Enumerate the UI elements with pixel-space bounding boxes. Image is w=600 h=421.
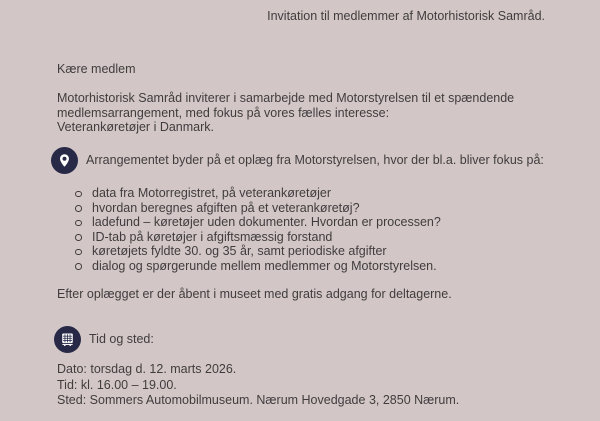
intro-line: Motorhistorisk Samråd inviterer i samarbejde med Motorstyrelsen til et spændende: [57, 91, 515, 105]
list-item: ladefund – køretøjer uden dokumenter. Hvordan er processen?: [92, 215, 572, 230]
document-header: Invitation til medlemmer af Motorhistorisk Samråd.: [267, 9, 545, 23]
list-item: køretøjets fyldte 30. og 35 år, samt periodiske afgifter: [92, 244, 572, 259]
list-item: dialog og spørgerunde mellem medlemmer og Motorstyrelsen.: [92, 259, 572, 274]
intro-paragraph: [57, 91, 557, 135]
time-place-section-header: [54, 326, 154, 353]
list-item: ID-tab på køretøjer i afgiftsmæssig forstand: [92, 230, 572, 245]
greeting: Kære medlem: [57, 62, 136, 76]
intro-line: Veterankøretøjer i Danmark.: [57, 120, 214, 135]
after-note: Efter oplægget er der åbent i museet med gratis adgang for deltagerne.: [57, 287, 452, 301]
event-heading: Arrangementet byder på et oplæg fra Motorstyrelsen, hvor der bl.a. bliver fokus på:: [86, 153, 544, 168]
location-pin-icon: [51, 147, 78, 174]
place-line: Sted: Sommers Automobilmuseum. Nærum Hovedgade 3, 2850 Nærum.: [57, 393, 460, 407]
event-details: [57, 362, 577, 409]
intro-line: medlemsarrangement, med fokus på vores fælles interesse:: [57, 105, 390, 120]
time-line: Tid: kl. 16.00 – 19.00.: [57, 377, 177, 392]
time-place-heading: Tid og sted:: [89, 332, 154, 347]
topics-list: [92, 186, 572, 274]
event-section-header: [51, 147, 544, 174]
calendar-icon: [54, 326, 81, 353]
list-item: data fra Motorregistret, på veterankøretøjer: [92, 186, 572, 201]
date-line: Dato: torsdag d. 12. marts 2026.: [57, 362, 237, 376]
list-item: hvordan beregnes afgiften på et veterankøretøj?: [92, 201, 572, 216]
